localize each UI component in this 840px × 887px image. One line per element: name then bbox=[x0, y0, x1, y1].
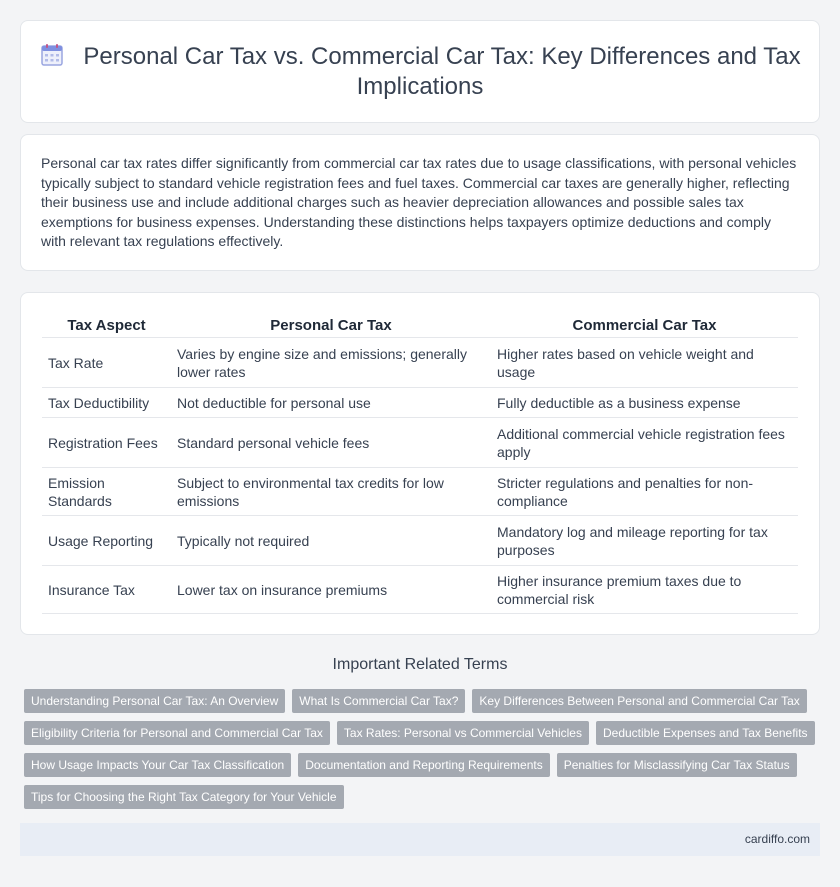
cell-aspect: Insurance Tax bbox=[42, 566, 171, 614]
table-row bbox=[42, 566, 798, 614]
table-row bbox=[42, 468, 798, 516]
tag-row bbox=[24, 689, 824, 713]
header-commercial-car-tax: Commercial Car Tax bbox=[491, 315, 798, 338]
comparison-table-card bbox=[20, 292, 820, 635]
table-row bbox=[42, 338, 798, 388]
table-row bbox=[42, 516, 798, 566]
cell-aspect: Emission Standards bbox=[42, 468, 171, 516]
cell-commercial: Additional commercial vehicle registration fees apply bbox=[491, 418, 798, 468]
intro-card bbox=[20, 134, 820, 271]
related-tag-link[interactable]: Penalties for Misclassifying Car Tax Status bbox=[557, 753, 797, 777]
related-tag-link[interactable]: Tax Rates: Personal vs Commercial Vehicles bbox=[337, 721, 589, 745]
related-tag-link[interactable]: What Is Commercial Car Tax? bbox=[292, 689, 465, 713]
cell-personal: Lower tax on insurance premiums bbox=[171, 566, 491, 614]
related-tag-link[interactable]: Eligibility Criteria for Personal and Commercial Car Tax bbox=[24, 721, 330, 745]
tag-row bbox=[24, 785, 824, 809]
footer bbox=[20, 823, 820, 856]
cell-commercial: Fully deductible as a business expense bbox=[491, 388, 798, 418]
cell-aspect: Tax Rate bbox=[42, 338, 171, 388]
related-tag-link[interactable]: Key Differences Between Personal and Commercial Car Tax bbox=[472, 689, 806, 713]
header-personal-car-tax: Personal Car Tax bbox=[171, 315, 491, 338]
related-terms-title: Important Related Terms bbox=[332, 656, 508, 673]
related-tag-link[interactable]: Deductible Expenses and Tax Benefits bbox=[596, 721, 815, 745]
related-tag-link[interactable]: Documentation and Reporting Requirements bbox=[298, 753, 549, 777]
page-title-block bbox=[21, 42, 819, 102]
related-tag-link[interactable]: Tips for Choosing the Right Tax Category for Your Vehicle bbox=[24, 785, 344, 809]
table-row bbox=[42, 418, 798, 468]
cell-commercial: Higher rates based on vehicle weight and usage bbox=[491, 338, 798, 388]
tag-row bbox=[24, 753, 824, 777]
cell-commercial: Mandatory log and mileage reporting for tax purposes bbox=[491, 516, 798, 566]
table-row bbox=[42, 388, 798, 418]
comparison-table bbox=[42, 315, 798, 614]
cell-personal: Subject to environmental tax credits for low emissions bbox=[171, 468, 491, 516]
footer-site-link[interactable]: cardiffo.com bbox=[744, 832, 810, 846]
related-tags bbox=[24, 689, 824, 817]
cell-commercial: Higher insurance premium taxes due to commercial risk bbox=[491, 566, 798, 614]
tag-row bbox=[24, 721, 824, 745]
related-tag-link[interactable]: How Usage Impacts Your Car Tax Classification bbox=[24, 753, 291, 777]
table-header-row bbox=[42, 315, 798, 338]
cell-personal: Typically not required bbox=[171, 516, 491, 566]
cell-aspect: Registration Fees bbox=[42, 418, 171, 468]
cell-personal: Not deductible for personal use bbox=[171, 388, 491, 418]
cell-personal: Varies by engine size and emissions; generally lower rates bbox=[171, 338, 491, 388]
cell-aspect: Usage Reporting bbox=[42, 516, 171, 566]
cell-aspect: Tax Deductibility bbox=[42, 388, 171, 418]
page-title: Personal Car Tax vs. Commercial Car Tax: Key Differences and Tax Implications bbox=[83, 43, 801, 100]
header-card bbox=[20, 20, 820, 123]
calendar-icon bbox=[39, 42, 65, 68]
cell-commercial: Stricter regulations and penalties for non-compliance bbox=[491, 468, 798, 516]
cell-personal: Standard personal vehicle fees bbox=[171, 418, 491, 468]
header-tax-aspect: Tax Aspect bbox=[42, 315, 171, 338]
intro-text: Personal car tax rates differ significantly from commercial car tax rates due to usage classifications, with personal vehicles typically subject to standard vehicle registration fees and fuel taxes. Commercial car taxes are generally higher, reflecting their business use and include additional charges such as heavier depreciation allowances and possible sales tax exemptions for business expenses. Understanding these distinctions helps taxpayers optimize deductions and comply with relevant tax regulations effectively. bbox=[41, 155, 797, 249]
related-tag-link[interactable]: Understanding Personal Car Tax: An Overview bbox=[24, 689, 285, 713]
